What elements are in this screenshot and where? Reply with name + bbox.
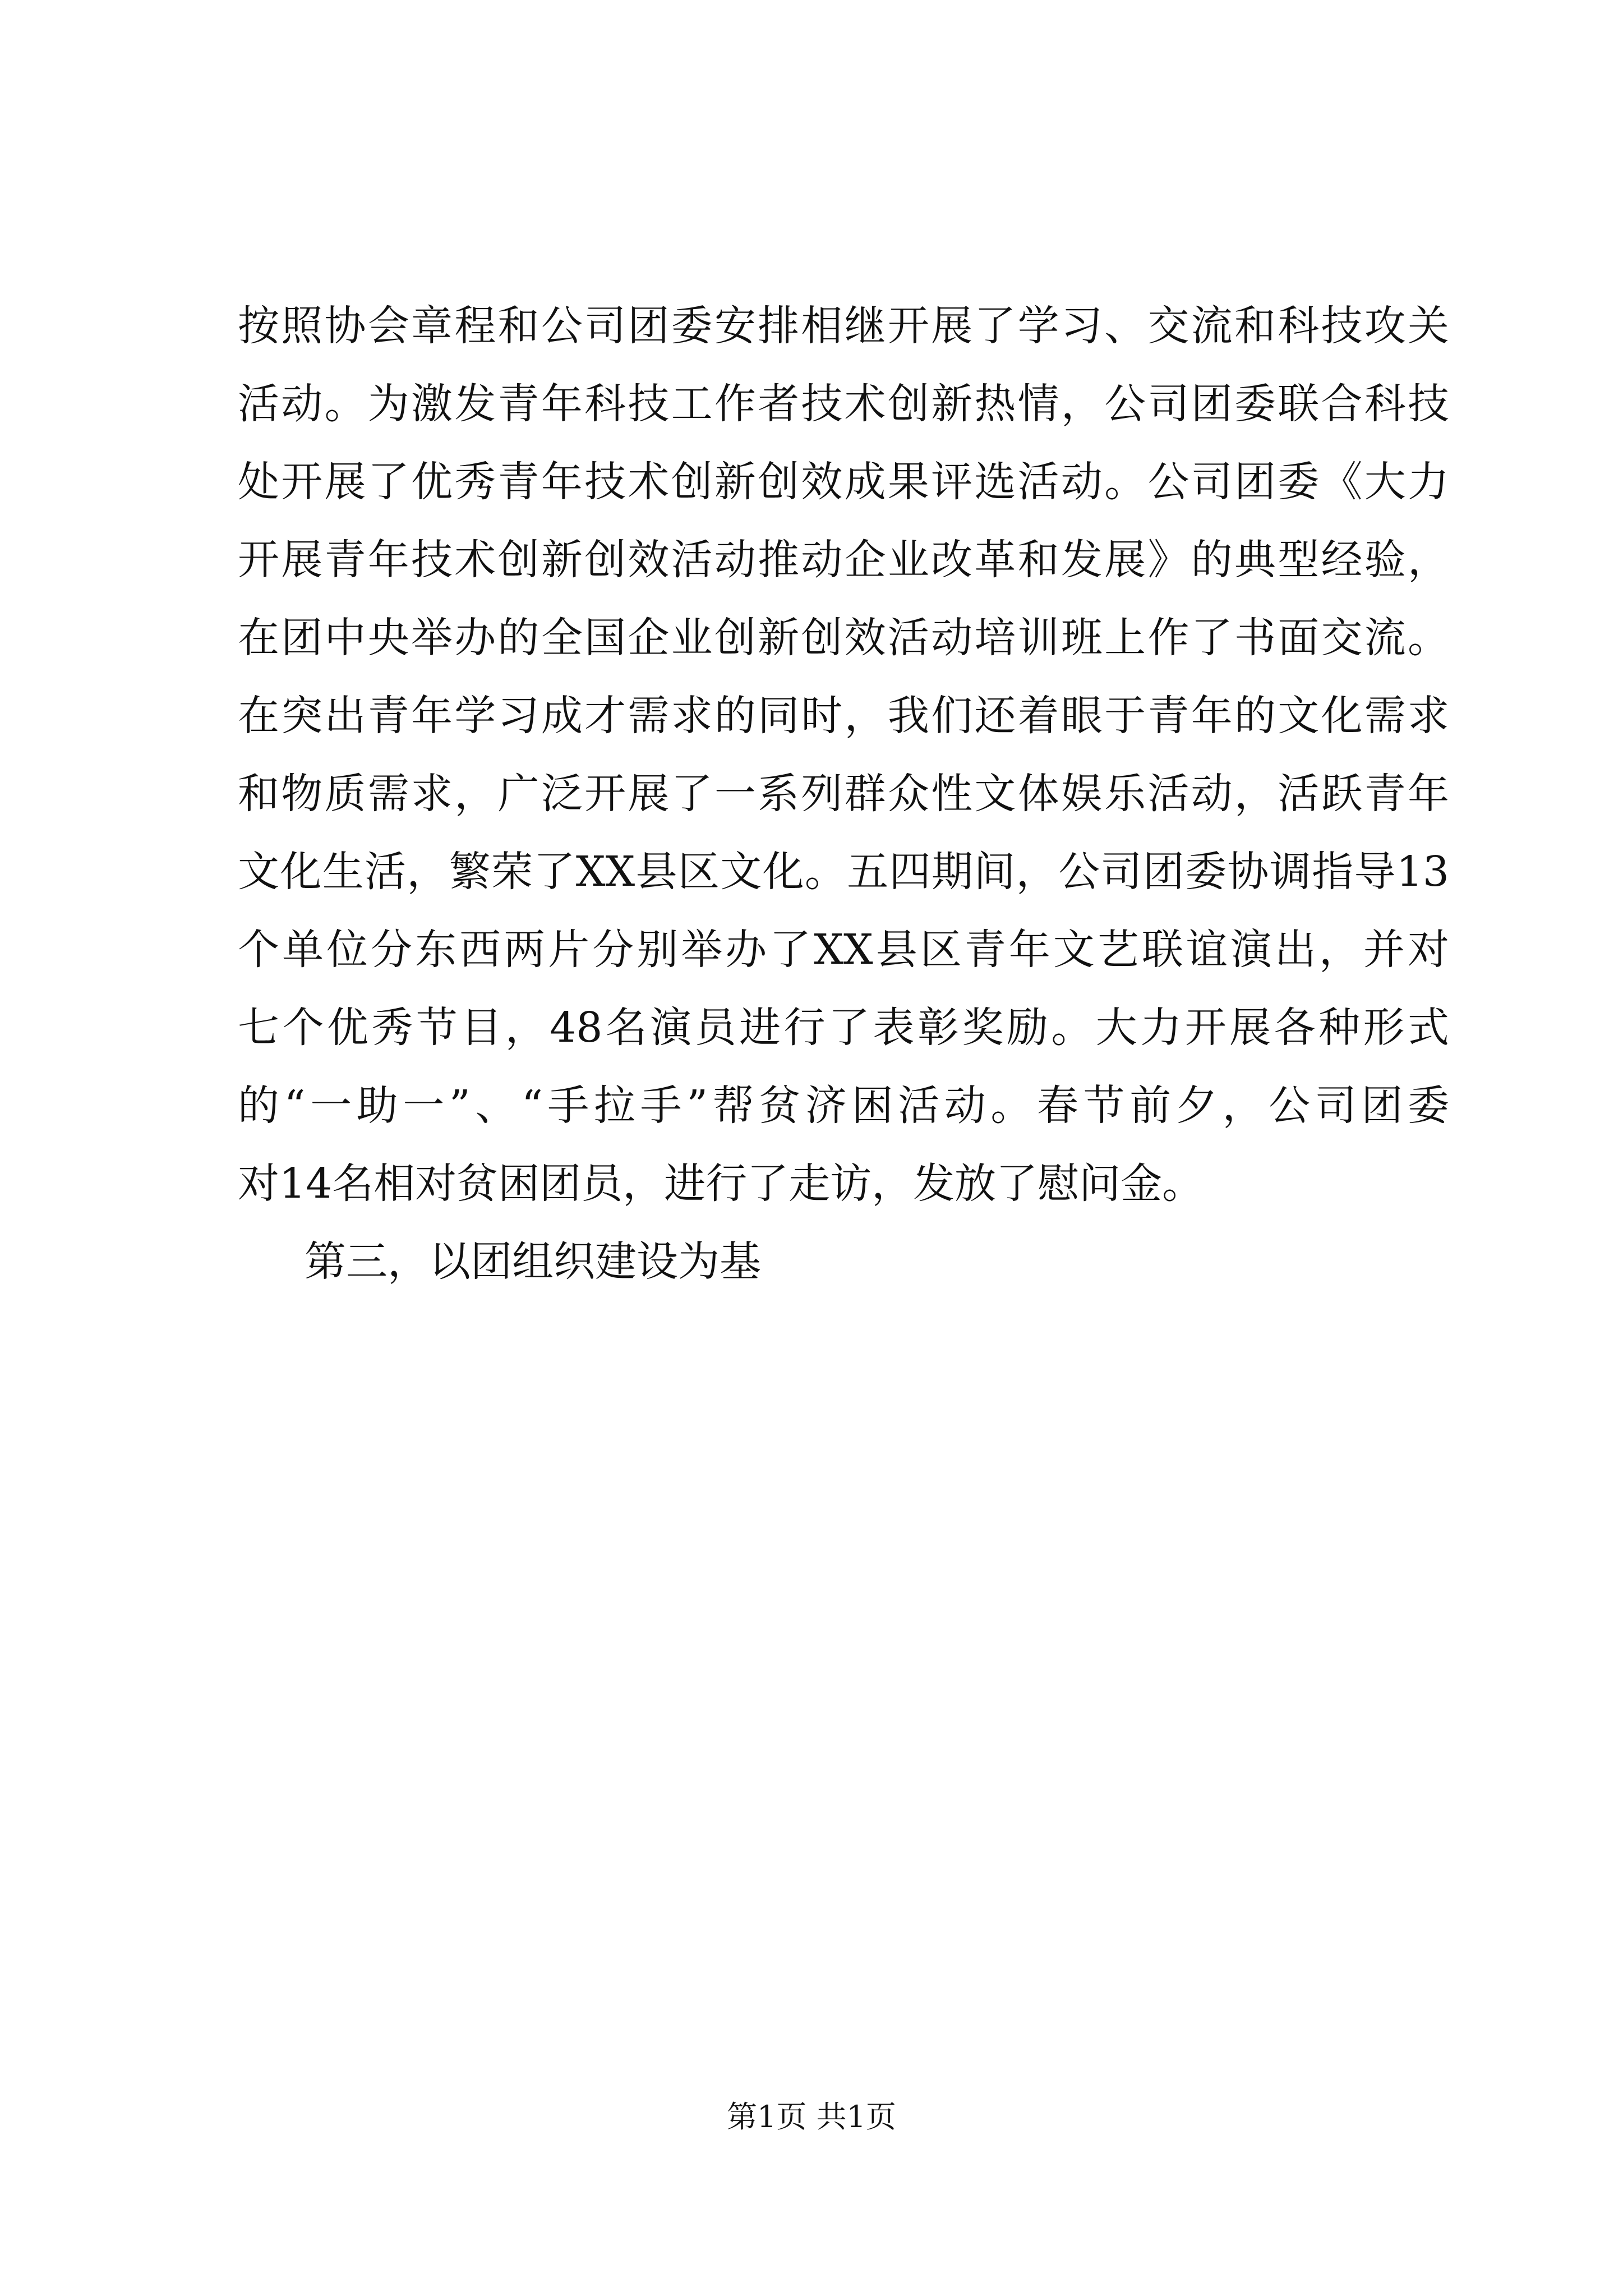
paragraph-line: 开展青年技术创新创效活动推动企业改革和发展》的典型经验， (238, 536, 1449, 584)
paragraph-line: 按照协会章程和公司团委安排相继开展了学习、交流和科技攻关 (238, 302, 1449, 350)
paragraph-line: 的“一助一”、“手拉手”帮贫济困活动。春节前夕，公司团委 (238, 1082, 1449, 1130)
paragraph-line: 和物质需求，广泛开展了一系列群众性文体娱乐活动，活跃青年 (238, 770, 1449, 818)
paragraph-line: 在突出青年学习成才需求的同时，我们还着眼于青年的文化需求 (238, 692, 1449, 740)
section-heading: 第三，以团组织建设为基 (305, 1237, 761, 1286)
paragraph-line: 在团中央举办的全国企业创新创效活动培训班上作了书面交流。 (238, 614, 1449, 662)
paragraph-line: 七个优秀节目，48名演员进行了表彰奖励。大力开展各种形式 (238, 1004, 1449, 1052)
page-number-label: 第1页 共1页 (727, 2099, 896, 2134)
paragraph-line: 活动。为激发青年科技工作者技术创新热情，公司团委联合科技 (238, 380, 1449, 428)
page-footer (0, 2100, 1623, 2134)
paragraph-line: 个单位分东西两片分别举办了XX县区青年文艺联谊演出，并对 (238, 926, 1449, 974)
paragraph-line: 对14名相对贫困团员，进行了走访，发放了慰问金。 (238, 1159, 1204, 1208)
paragraph-line: 文化生活，繁荣了XX县区文化。五四期间，公司团委协调指导13 (238, 848, 1449, 896)
paragraph-line: 处开展了优秀青年技术创新创效成果评选活动。公司团委《大力 (238, 458, 1449, 506)
